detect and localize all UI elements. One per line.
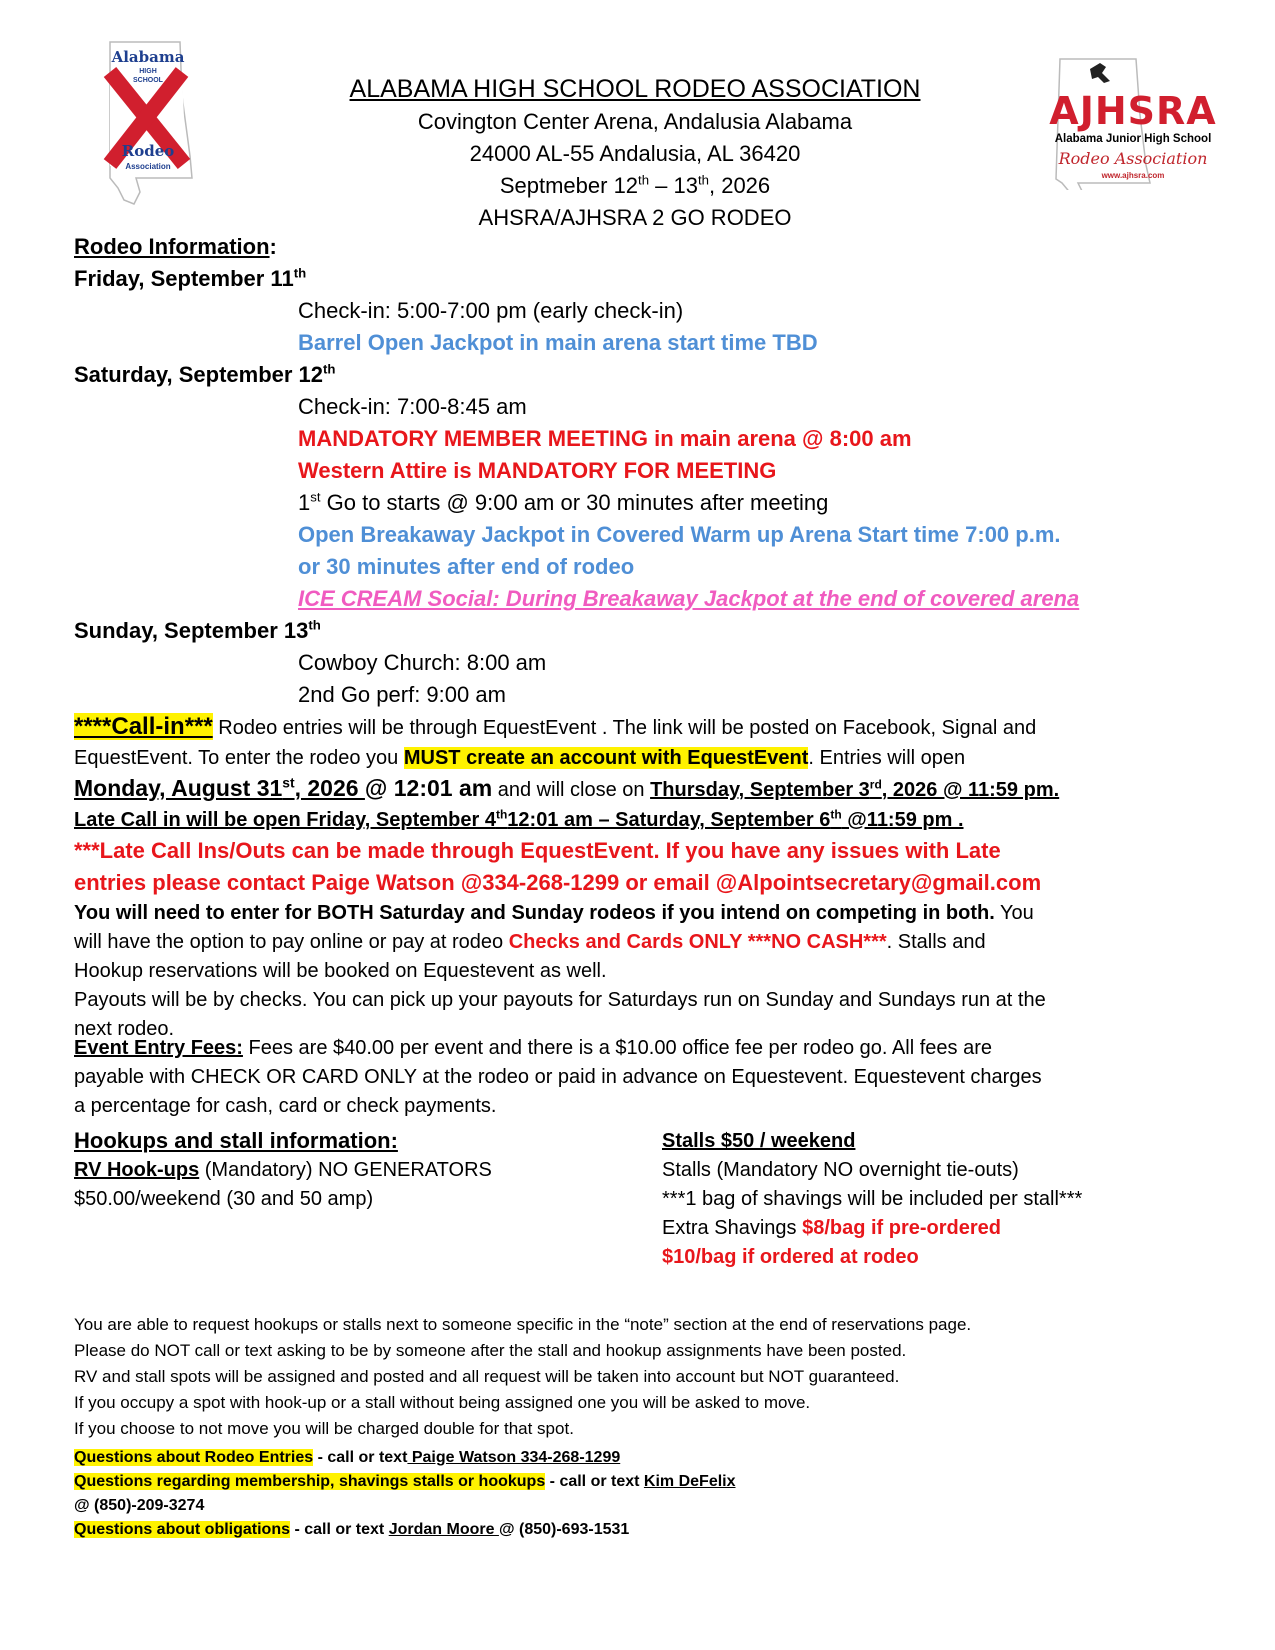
- sunday-heading: Sunday, September 13th: [74, 617, 321, 643]
- sunday-perf: 2nd Go perf: 9:00 am: [298, 682, 506, 707]
- contact-q-obligations: Questions about obligations: [74, 1521, 290, 1538]
- stalls-section: Stalls $50 / weekend Stalls (Mandatory NO overnight tie-outs) ***1 bag of shavings will be included per stall*** Extra Shavings $8/bag if pre-ordered $10/bag if ordered at rodeo: [662, 1126, 1082, 1272]
- friday-jackpot: Barrel Open Jackpot in main arena start time TBD: [298, 330, 818, 355]
- logo-ajhsra-script: Rodeo Association: [1058, 149, 1208, 168]
- saturday-attire: Western Attire is MANDATORY FOR MEETING: [298, 458, 777, 483]
- contact-paige-watson[interactable]: Paige Watson 334-268-1299: [407, 1449, 621, 1466]
- note-line: If you occupy a spot with hook-up or a stall without being assigned one you will be asked to move.: [74, 1393, 811, 1412]
- contacts: Questions about Rodeo Entries - call or text Paige Watson 334-268-1299 Questions regarding membership, shavings stalls or hookups - call or text Kim DeFelix @ (850)-209-3274 Questions about obligations - call or text Jordan Moore @ (850)-693-1531: [74, 1449, 736, 1538]
- hookups-section: Hookups and stall information: RV Hook-ups (Mandatory) NO GENERATORS $50.00/weekend (30 and 50 amp): [74, 1126, 492, 1214]
- contact-kim-phone[interactable]: @ (850)-209-3274: [74, 1497, 205, 1514]
- ice-cream-social: ICE CREAM Social: During Breakaway Jackpot at the end of covered arena: [298, 586, 1080, 611]
- venue: Covington Center Arena, Andalusia Alabama: [417, 109, 853, 134]
- saturday-breakaway-line2: or 30 minutes after end of rodeo: [298, 554, 635, 579]
- contact-q-entries: Questions about Rodeo Entries: [74, 1449, 314, 1466]
- late-callin-warning-1: ***Late Call Ins/Outs can be made through EquestEvent. If you have any issues with Late: [74, 838, 1001, 863]
- ajhsra-logo: [1038, 55, 1228, 190]
- contact-jordan-moore[interactable]: Jordan Moore: [388, 1521, 499, 1538]
- entry-fees: Event Entry Fees: Fees are $40.00 per event and there is a $10.00 office fee per rodeo go. All fees are payable with CHECK OR CARD ONLY at the rodeo or paid in advance on Equestevent. Equestevent charges a percentage for cash, card or check payments.: [74, 1037, 1042, 1117]
- note-line: Please do NOT call or text asking to be by someone after the stall and hookup assignments have been posted.: [74, 1341, 907, 1360]
- friday-checkin: Check-in: 5:00-7:00 pm (early check-in): [298, 298, 684, 323]
- payment-method: Checks and Cards ONLY ***NO CASH***: [508, 931, 887, 953]
- event-dates: Septmeber 12th – 13th, 2026: [499, 172, 771, 198]
- reservation-notes: [74, 1312, 1204, 1442]
- saturday-heading: Saturday, September 12th: [74, 361, 336, 387]
- sunday-church: Cowboy Church: 8:00 am: [298, 650, 547, 675]
- saturday-breakaway-line1: Open Breakaway Jackpot in Covered Warm up Arena Start time 7:00 p.m.: [298, 522, 1061, 547]
- late-callin-window: Late Call in will be open Friday, September 4th12:01 am – Saturday, September 6th @11:59 pm .: [74, 807, 964, 831]
- payouts-line1: Payouts will be by checks. You can pick up your payouts for Saturdays run on Sunday and Sundays run at the: [74, 989, 1046, 1011]
- note-line: RV and stall spots will be assigned and posted and all request will be taken into account but NOT guaranteed.: [74, 1367, 900, 1386]
- must-create-account: MUST create an account with EquestEvent: [403, 747, 809, 769]
- entries-open-date: Monday, August 31st, 2026: [74, 775, 365, 801]
- saturday-checkin: Check-in: 7:00-8:45 am: [298, 394, 527, 419]
- shavings-preorder-price: $8/bag if pre-ordered: [802, 1217, 1002, 1239]
- ahsra-logo: [96, 36, 216, 211]
- stalls-heading: Stalls $50 / weekend: [662, 1130, 856, 1152]
- hookup-reservations-note: Hookup reservations will be booked on Equestevent as well.: [74, 960, 607, 982]
- note-line: You are able to request hookups or stalls next to someone specific in the “note” section at the end of reservations page.: [74, 1315, 972, 1334]
- hookups-heading: Hookups and stall information:: [74, 1128, 398, 1153]
- entries-close-date: Thursday, September 3rd, 2026 @ 11:59 pm.: [650, 777, 1060, 801]
- logo-ajhsra-abbr: AJHSRA: [1049, 89, 1217, 133]
- header: [285, 72, 985, 234]
- logo-text-association: Association: [125, 162, 171, 171]
- callin-section: ****Call-in*** Rodeo entries will be through EquestEvent . The link will be posted on Facebook, Signal and EquestEvent. To enter the rodeo you MUST create an account with EquestEvent. Entries will open Monday, August 31st, 2026 @ 12:01 am and will close on Thursday, September 3rd, 2026 @ 11:59 pm. Late Call in will be open Friday, September 4th12:01 am – Saturday, September 6th @11:59 pm . ***Late Call Ins/Outs can be made through EquestEvent. If you have any issues with Late entries please contact Paige Watson @334-268-1299 or email @Alpointsecretary@gmail.com You will need to enter for BOTH Saturday and Sunday rodeos if you intend on competing in both. You will have the option to pay online or pay at rodeo Checks and Cards ONLY ***NO CASH***. Stalls and Hookup reservations will be booked on Equestevent as well. Payouts will be by checks. You can pick up your payouts for Saturdays run on Sunday and Sundays run at the next rodeo.: [74, 712, 1204, 1044]
- friday-heading: Friday, September 11th: [74, 265, 307, 291]
- saturday-meeting: MANDATORY MEMBER MEETING in main arena @ 8:00 am: [298, 426, 912, 451]
- rv-price: $50.00/weekend (30 and 50 amp): [74, 1188, 374, 1210]
- address: 24000 AL-55 Andalusia, AL 36420: [469, 141, 801, 166]
- logo-text-high: HIGH: [139, 68, 157, 75]
- note-line: If you choose to not move you will be charged double for that spot.: [74, 1419, 574, 1438]
- enter-both-notice: You will need to enter for BOTH Saturday and Sunday rodeos if you intend on competing in both.: [74, 902, 995, 924]
- page-title: ALABAMA HIGH SCHOOL RODEO ASSOCIATION: [349, 75, 921, 103]
- saturday-first-go: 1st Go to starts @ 9:00 am or 30 minutes after meeting: [298, 489, 829, 515]
- event-name: AHSRA/AJHSRA 2 GO RODEO: [478, 205, 792, 230]
- shavings-rodeo-price: $10/bag if ordered at rodeo: [662, 1246, 919, 1268]
- entry-fees-label: Event Entry Fees:: [74, 1037, 243, 1059]
- contact-q-membership: Questions regarding membership, shavings stalls or hookups: [74, 1473, 546, 1490]
- rodeo-info-heading: Rodeo Information:: [74, 234, 277, 259]
- callin-label: ****Call-in***: [74, 713, 213, 740]
- logo-text-rodeo: Rodeo: [121, 142, 175, 160]
- logo-text-school: SCHOOL: [133, 77, 163, 84]
- contact-kim-defelix[interactable]: Kim DeFelix: [643, 1473, 736, 1490]
- rv-hookups-label: RV Hook-ups: [74, 1159, 200, 1181]
- logo-text-alabama: Alabama: [111, 48, 185, 66]
- payouts-line2: next rodeo.: [74, 1018, 175, 1040]
- logo-ajhsra-name: Alabama Junior High School: [1054, 133, 1212, 145]
- logo-ajhsra-url: www.ajhsra.com: [1101, 171, 1165, 180]
- late-callin-warning-2: entries please contact Paige Watson @334-268-1299 or email @Alpointsecretary@gmail.com: [74, 870, 1042, 895]
